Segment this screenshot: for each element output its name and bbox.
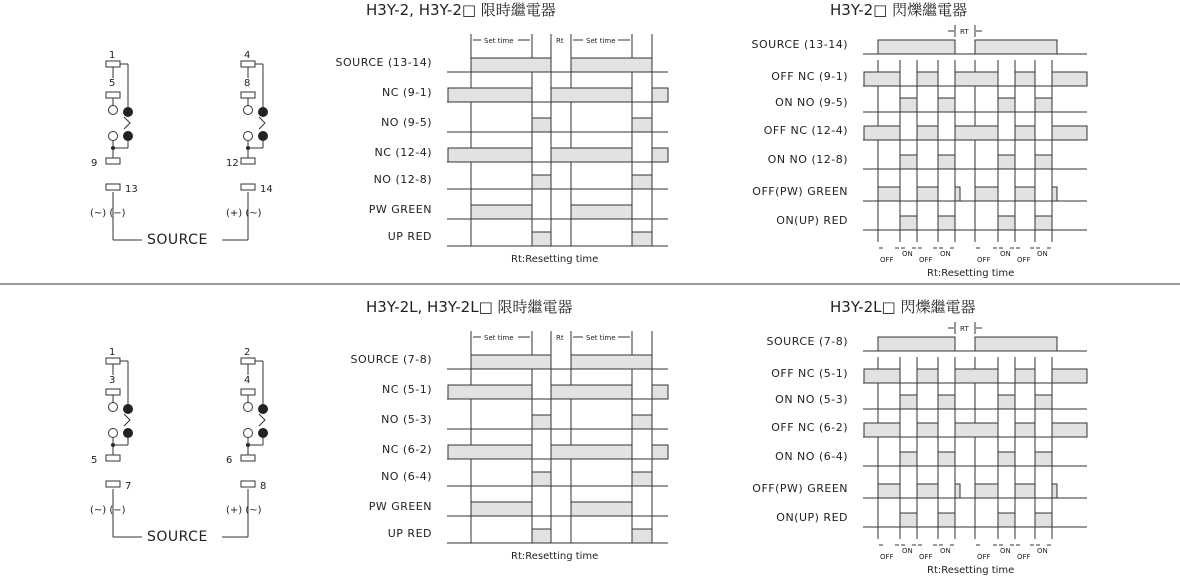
timing-pulse xyxy=(878,187,900,201)
terminal-icon xyxy=(241,184,255,190)
footnote: Rt:Resetting time xyxy=(927,268,1015,279)
timing-pulse xyxy=(998,98,1015,112)
left-polarity: (~) (−) xyxy=(90,505,126,516)
pin-number: 5 xyxy=(109,78,116,89)
on-annotation: ON xyxy=(902,547,913,555)
timing-pulse xyxy=(1015,423,1035,437)
timing-pulse xyxy=(551,385,632,399)
timing-pulse xyxy=(471,58,551,72)
rt-annotation: Rt xyxy=(556,37,564,45)
timing-pulse xyxy=(1035,452,1052,466)
closed-contact-icon xyxy=(258,131,268,141)
off-annotation: OFF xyxy=(880,256,894,264)
timing-pulse xyxy=(571,502,632,516)
flicker-row-label: ON(UP) RED xyxy=(776,214,848,227)
pin-number: 3 xyxy=(109,375,116,386)
timer-row-label: UP RED xyxy=(387,527,432,540)
open-contact-icon xyxy=(109,429,118,438)
timing-pulse xyxy=(471,502,532,516)
timer-row-label: NC (6-2) xyxy=(382,443,432,456)
flicker-row-label: SOURCE (13-14) xyxy=(751,38,848,51)
timing-pulse xyxy=(1035,513,1052,527)
left-polarity: (~) (−) xyxy=(90,208,126,219)
flicker-row-label: SOURCE (7-8) xyxy=(766,335,848,348)
pin-number: 1 xyxy=(109,347,116,358)
timing-pulse xyxy=(632,232,652,246)
timer-row-label: SOURCE (13-14) xyxy=(335,56,432,69)
timing-pulse xyxy=(532,175,551,189)
timer-row-label: NO (12-8) xyxy=(373,173,432,186)
flicker-row-label: ON NO (12-8) xyxy=(767,153,848,166)
timing-pulse xyxy=(448,148,532,162)
timer-row-label: NO (6-4) xyxy=(381,470,432,483)
arrow-icon xyxy=(259,117,265,129)
terminal-icon xyxy=(241,389,255,395)
section-bottom xyxy=(90,298,1087,576)
terminal-icon xyxy=(106,92,120,98)
timing-pulse xyxy=(900,395,917,409)
pin-number: 13 xyxy=(125,184,138,195)
open-contact-icon xyxy=(109,132,118,141)
flicker-title: H3Y-2□ 閃爍繼電器 xyxy=(830,1,968,19)
timing-pulse xyxy=(917,423,938,437)
timing-pulse xyxy=(900,216,917,230)
timer-row-label: NC (12-4) xyxy=(374,146,432,159)
closed-contact-icon xyxy=(123,107,133,117)
timing-pulse xyxy=(532,118,551,132)
timing-pulse xyxy=(551,88,632,102)
source-label: SOURCE xyxy=(147,232,208,248)
off-annotation: OFF xyxy=(919,256,933,264)
timing-pulse xyxy=(955,423,998,437)
pin-number: 4 xyxy=(244,375,251,386)
open-contact-icon xyxy=(109,106,118,115)
pin-number: 8 xyxy=(244,78,251,89)
pin-number: 14 xyxy=(260,184,273,195)
timing-pulse xyxy=(632,175,652,189)
timing-pulse xyxy=(917,126,938,140)
open-contact-icon xyxy=(109,403,118,412)
timer-row-label: SOURCE (7-8) xyxy=(350,353,432,366)
timer-title: H3Y-2L, H3Y-2L□ 限時繼電器 xyxy=(366,298,573,316)
timing-pulse xyxy=(652,445,668,459)
open-contact-icon xyxy=(244,132,253,141)
timing-pulse xyxy=(900,155,917,169)
terminal-icon xyxy=(241,92,255,98)
footnote: Rt:Resetting time xyxy=(927,565,1015,576)
timing-pulse xyxy=(652,385,668,399)
timer-title: H3Y-2, H3Y-2□ 限時繼電器 xyxy=(366,1,556,19)
rt-annotation: Rt xyxy=(556,334,564,342)
timing-pulse xyxy=(1052,423,1087,437)
flicker-row-label: OFF(PW) GREEN xyxy=(752,185,848,198)
timing-pulse xyxy=(652,148,668,162)
timer-row-label: NC (9-1) xyxy=(382,86,432,99)
on-annotation: ON xyxy=(902,250,913,258)
flicker-row-label: OFF(PW) GREEN xyxy=(752,482,848,495)
timing-pulse xyxy=(652,88,668,102)
timing-pulse xyxy=(448,88,532,102)
timing-pulse xyxy=(938,395,955,409)
section-top xyxy=(90,1,1087,279)
terminal-icon xyxy=(241,158,255,164)
flicker-row-label: ON NO (9-5) xyxy=(775,96,848,109)
open-contact-icon xyxy=(244,403,253,412)
pin-number: 8 xyxy=(260,481,267,492)
timer-row-label: NO (9-5) xyxy=(381,116,432,129)
timer-row-label: PW GREEN xyxy=(368,203,432,216)
closed-contact-icon xyxy=(123,404,133,414)
timing-pulse xyxy=(1052,126,1087,140)
timing-pulse xyxy=(1015,126,1035,140)
flicker-row-label: ON NO (6-4) xyxy=(775,450,848,463)
right-polarity: (+) (~) xyxy=(226,208,262,219)
off-annotation: OFF xyxy=(977,553,991,561)
timer-row-label: NC (5-1) xyxy=(382,383,432,396)
timing-pulse xyxy=(998,155,1015,169)
closed-contact-icon xyxy=(258,107,268,117)
pin-number: 2 xyxy=(244,347,251,358)
right-polarity: (+) (~) xyxy=(226,505,262,516)
timing-pulse xyxy=(551,445,632,459)
timing-pulse xyxy=(571,205,632,219)
timing-pulse xyxy=(955,126,998,140)
terminal-icon xyxy=(106,184,120,190)
timing-pulse xyxy=(900,98,917,112)
on-annotation: ON xyxy=(1037,547,1048,555)
timing-pulse xyxy=(975,40,1057,54)
on-annotation: ON xyxy=(1037,250,1048,258)
closed-contact-icon xyxy=(258,428,268,438)
closed-contact-icon xyxy=(123,131,133,141)
timer-row-label: UP RED xyxy=(387,230,432,243)
off-annotation: OFF xyxy=(1017,553,1031,561)
arrow-icon xyxy=(259,414,265,426)
on-annotation: ON xyxy=(940,547,951,555)
terminal-icon xyxy=(106,455,120,461)
timing-pulse xyxy=(998,513,1015,527)
timing-pulse xyxy=(1035,98,1052,112)
terminal-icon xyxy=(106,358,120,364)
arrow-icon xyxy=(124,117,130,129)
timing-pulse xyxy=(1052,484,1057,498)
pin-number: 1 xyxy=(109,50,116,61)
timing-pulse xyxy=(448,445,532,459)
timing-pulse xyxy=(471,205,532,219)
pin-number: 7 xyxy=(125,481,132,492)
timing-pulse xyxy=(1035,216,1052,230)
terminal-icon xyxy=(106,61,120,67)
timing-pulse xyxy=(917,484,938,498)
timing-pulse xyxy=(1052,187,1057,201)
on-annotation: ON xyxy=(1000,547,1011,555)
on-annotation: ON xyxy=(1000,250,1011,258)
timing-pulse xyxy=(448,385,532,399)
timing-pulse xyxy=(955,369,998,383)
pin-number: 5 xyxy=(91,455,98,466)
timing-pulse xyxy=(878,40,955,54)
timing-pulse xyxy=(571,355,652,369)
timing-pulse xyxy=(1015,369,1035,383)
timing-pulse xyxy=(632,529,652,543)
terminal-icon xyxy=(241,455,255,461)
timing-pulse xyxy=(975,187,998,201)
timing-pulse xyxy=(998,216,1015,230)
footnote: Rt:Resetting time xyxy=(511,254,599,265)
timing-pulse xyxy=(532,415,551,429)
timing-pulse xyxy=(532,232,551,246)
off-annotation: OFF xyxy=(880,553,894,561)
closed-contact-icon xyxy=(123,428,133,438)
arrow-icon xyxy=(124,414,130,426)
timing-pulse xyxy=(900,452,917,466)
terminal-icon xyxy=(241,61,255,67)
timing-pulse xyxy=(878,337,955,351)
timing-pulse xyxy=(917,369,938,383)
timing-pulse xyxy=(938,216,955,230)
timing-pulse xyxy=(1035,155,1052,169)
timing-pulse xyxy=(917,187,938,201)
timing-pulse xyxy=(1015,72,1035,86)
pin-number: 12 xyxy=(226,158,239,169)
flicker-row-label: OFF NC (12-4) xyxy=(763,124,848,137)
flicker-row-label: OFF NC (6-2) xyxy=(771,421,848,434)
timing-pulse xyxy=(1035,395,1052,409)
timing-pulse xyxy=(1015,187,1035,201)
timing-pulse xyxy=(532,529,551,543)
timer-row-label: PW GREEN xyxy=(368,500,432,513)
timing-pulse xyxy=(998,452,1015,466)
timing-pulse xyxy=(878,484,900,498)
timing-pulse xyxy=(1052,72,1087,86)
timing-pulse xyxy=(900,513,917,527)
flicker-title: H3Y-2L□ 閃爍繼電器 xyxy=(830,298,976,316)
closed-contact-icon xyxy=(258,404,268,414)
footnote: Rt:Resetting time xyxy=(511,551,599,562)
open-contact-icon xyxy=(244,429,253,438)
timing-pulse xyxy=(632,472,652,486)
off-annotation: OFF xyxy=(1017,256,1031,264)
timing-pulse xyxy=(975,484,998,498)
timing-pulse xyxy=(632,415,652,429)
flicker-row-label: ON(UP) RED xyxy=(776,511,848,524)
timing-pulse xyxy=(938,513,955,527)
timing-pulse xyxy=(571,58,652,72)
terminal-icon xyxy=(241,481,255,487)
off-annotation: OFF xyxy=(977,256,991,264)
pin-number: 9 xyxy=(91,158,98,169)
flicker-row-label: ON NO (5-3) xyxy=(775,393,848,406)
timing-pulse xyxy=(998,395,1015,409)
source-label: SOURCE xyxy=(147,529,208,545)
timing-pulse xyxy=(1052,369,1087,383)
set-time-annotation: Set time xyxy=(484,37,514,45)
set-time-annotation: Set time xyxy=(586,37,616,45)
timing-pulse xyxy=(938,452,955,466)
timing-pulse xyxy=(864,423,900,437)
timing-pulse xyxy=(955,484,960,498)
open-contact-icon xyxy=(244,106,253,115)
timing-pulse xyxy=(938,155,955,169)
timing-pulse xyxy=(864,369,900,383)
timing-pulse xyxy=(975,337,1057,351)
timing-pulse xyxy=(955,72,998,86)
on-annotation: ON xyxy=(940,250,951,258)
set-time-annotation: Set time xyxy=(586,334,616,342)
terminal-icon xyxy=(241,358,255,364)
timing-pulse xyxy=(864,72,900,86)
off-annotation: OFF xyxy=(919,553,933,561)
timing-pulse xyxy=(632,118,652,132)
rt-annotation: RT xyxy=(960,325,969,333)
timing-pulse xyxy=(471,355,551,369)
timing-pulse xyxy=(938,98,955,112)
terminal-icon xyxy=(106,481,120,487)
timing-pulse xyxy=(864,126,900,140)
timing-pulse xyxy=(551,148,632,162)
rt-annotation: RT xyxy=(960,28,969,36)
timing-pulse xyxy=(917,72,938,86)
timing-pulse xyxy=(1015,484,1035,498)
set-time-annotation: Set time xyxy=(484,334,514,342)
terminal-icon xyxy=(106,158,120,164)
pin-number: 6 xyxy=(226,455,233,466)
pin-number: 4 xyxy=(244,50,251,61)
timing-pulse xyxy=(532,472,551,486)
timer-row-label: NO (5-3) xyxy=(381,413,432,426)
flicker-row-label: OFF NC (9-1) xyxy=(771,70,848,83)
terminal-icon xyxy=(106,389,120,395)
timing-pulse xyxy=(955,187,960,201)
flicker-row-label: OFF NC (5-1) xyxy=(771,367,848,380)
